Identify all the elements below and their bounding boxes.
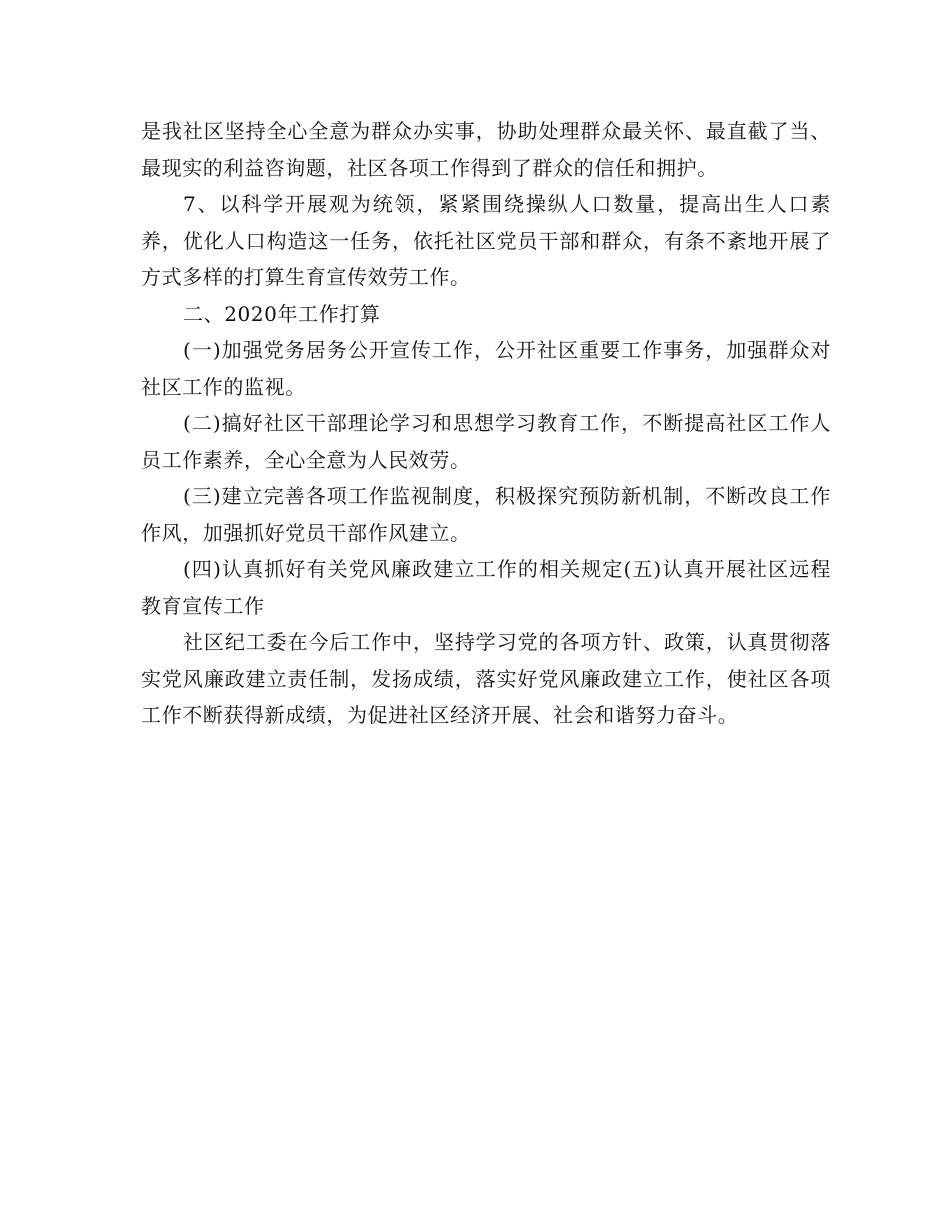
document-body xyxy=(141,113,831,734)
paragraph-plan-2: (二)搞好社区干部理论学习和思想学习教育工作，不断提高社区工作人员工作素养，全心全意为人民效劳。 xyxy=(141,411,831,472)
paragraph-plan-1: (一)加强党务居务公开宣传工作，公开社区重要工作事务，加强群众对社区工作的监视。 xyxy=(141,338,831,399)
section-heading-2020-plan: 二、2020年工作打算 xyxy=(183,301,381,326)
paragraph-item-7: 7、以科学开展观为统领，紧紧围绕操纵人口数量，提高出生人口素养，优化人口构造这一任务，依托社区党员干部和群众，有条不紊地开展了方式多样的打算生育宣传效劳工作。 xyxy=(141,192,831,289)
paragraph-continuation: 是我社区坚持全心全意为群众办实事，协助处理群众最关怀、最直截了当、最现实的利益咨询题，社区各项工作得到了群众的信任和拥护。 xyxy=(141,119,831,180)
paragraph-conclusion: 社区纪工委在今后工作中，坚持学习党的各项方针、政策，认真贯彻落实党风廉政建立责任制，发扬成绩，落实好党风廉政建立工作，使社区各项工作不断获得新成绩，为促进社区经济开展、社会和谐努力奋斗。 xyxy=(141,630,831,727)
paragraph-plan-4-5: (四)认真抓好有关党风廉政建立工作的相关规定(五)认真开展社区远程教育宣传工作 xyxy=(141,557,831,618)
paragraph-plan-3: (三)建立完善各项工作监视制度，积极探究预防新机制，不断改良工作作风，加强抓好党员干部作风建立。 xyxy=(141,484,831,545)
